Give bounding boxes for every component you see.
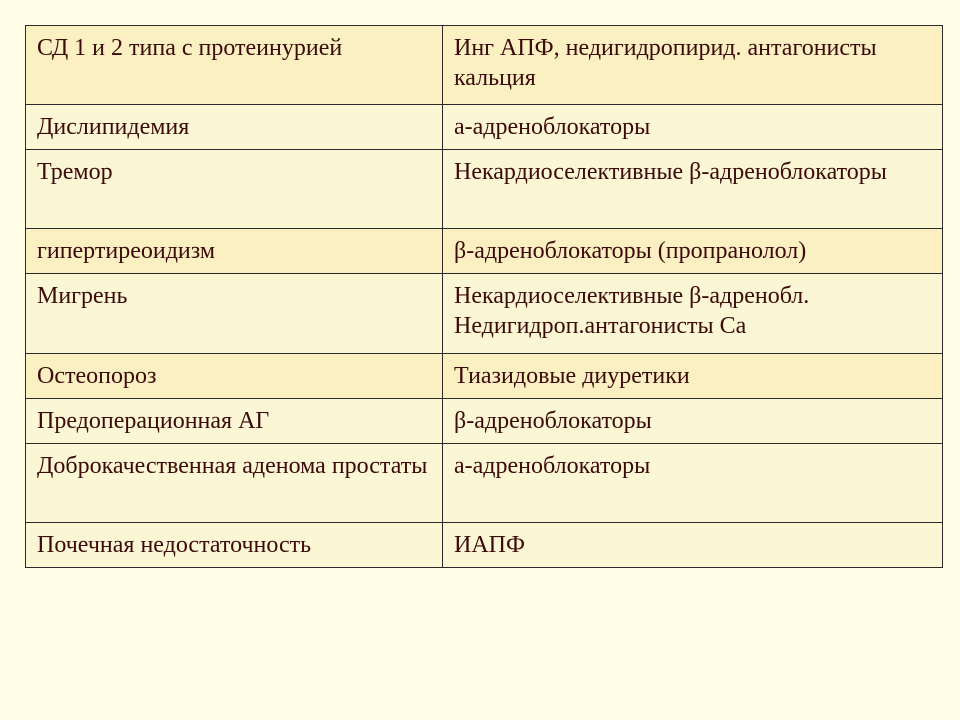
treatment-cell: β-адреноблокаторы (443, 399, 943, 444)
indications-table (25, 25, 943, 568)
table-row (26, 229, 943, 274)
table-row (26, 26, 943, 105)
treatment-cell: а-адреноблокаторы (443, 444, 943, 523)
condition-cell: гипертиреоидизм (26, 229, 443, 274)
table-row (26, 399, 943, 444)
treatment-cell: Инг АПФ, недигидропирид. антагонисты кальция (443, 26, 943, 105)
table-body (26, 26, 943, 568)
condition-cell: Доброкачественная аденома простаты (26, 444, 443, 523)
condition-cell: Предоперационная АГ (26, 399, 443, 444)
condition-cell: СД 1 и 2 типа с протеинурией (26, 26, 443, 105)
table-row (26, 274, 943, 354)
treatment-cell: β-адреноблокаторы (пропранолол) (443, 229, 943, 274)
condition-cell: Дислипидемия (26, 105, 443, 150)
condition-cell: Почечная недостаточность (26, 523, 443, 568)
table-row (26, 444, 943, 523)
table-row (26, 105, 943, 150)
condition-cell: Мигрень (26, 274, 443, 354)
table-row (26, 150, 943, 229)
table-row (26, 354, 943, 399)
treatment-cell: ИАПФ (443, 523, 943, 568)
treatment-cell: а-адреноблокаторы (443, 105, 943, 150)
treatment-cell: Тиазидовые диуретики (443, 354, 943, 399)
table-row (26, 523, 943, 568)
treatment-cell: Некардиоселективные β-адреноблокаторы (443, 150, 943, 229)
condition-cell: Тремор (26, 150, 443, 229)
condition-cell: Остеопороз (26, 354, 443, 399)
treatment-cell: Некардиоселективные β-адренобл. Недигидроп.антагонисты Са (443, 274, 943, 354)
